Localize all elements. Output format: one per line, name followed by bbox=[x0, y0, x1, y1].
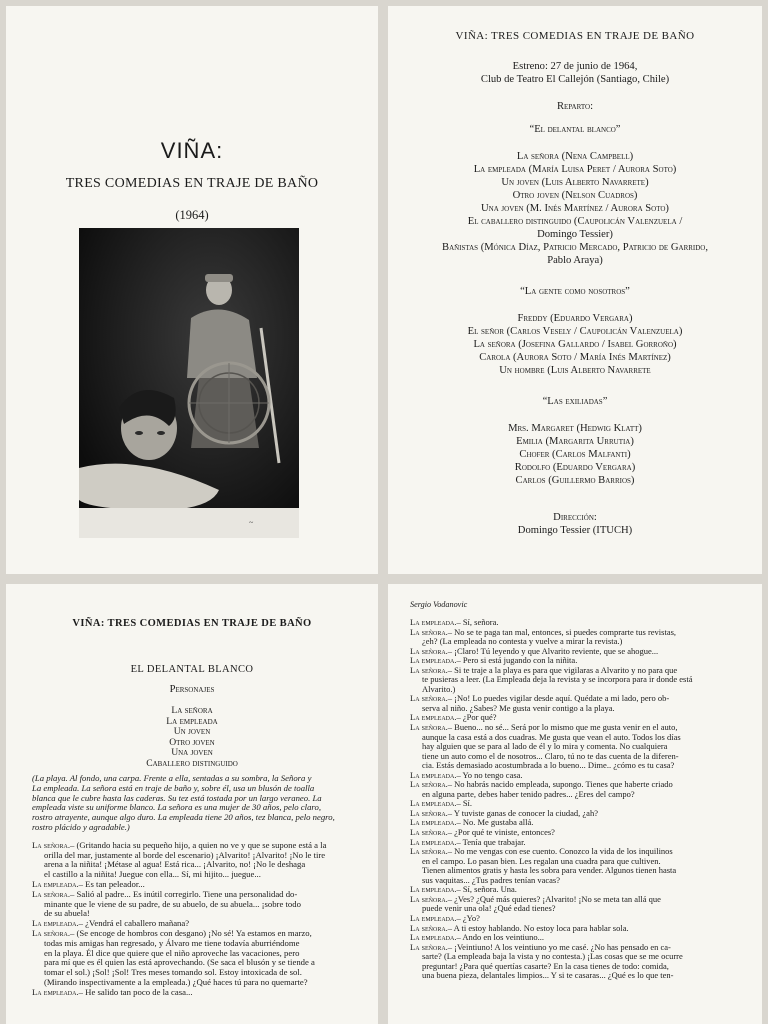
text-line: La empleada. La señora está en traje de baño y, sobre él, usa un blusón de toalla bbox=[32, 782, 315, 793]
cast-line: Pablo Araya) bbox=[547, 255, 603, 266]
speaker-label: La señora.– bbox=[410, 807, 453, 818]
premiere-line: Estreno: 27 de junio de 1964, bbox=[512, 61, 638, 72]
text-line: La empleada.– Tenía que trabajar. bbox=[410, 836, 526, 847]
text-line: todas mis amigas han regresado, y Álvaro me tiene todavía aburriéndome bbox=[44, 937, 300, 948]
text-line: La señora.– Si te traje a la playa es para que vigilaras a Alvarito y no para que bbox=[410, 664, 678, 675]
text-line: La empleada.– Pero si está jugando con la niñita. bbox=[410, 655, 578, 666]
text-line: puede venir una ola! ¿Qué edad tienes? bbox=[422, 903, 556, 914]
cast-line: La señora (Nena Campbell) bbox=[516, 151, 634, 162]
character: Una joven bbox=[171, 747, 213, 758]
speaker-label: La señora.– bbox=[410, 893, 453, 904]
dialogue bbox=[32, 841, 354, 998]
title-page bbox=[6, 6, 378, 574]
cast-line: Chofer (Carlos Malfanti) bbox=[519, 449, 631, 460]
speaker-label: La empleada.– bbox=[32, 986, 83, 997]
personajes-heading: Personajes bbox=[169, 684, 215, 695]
speaker-label: La señora.– bbox=[410, 722, 453, 733]
text-line: tomar el sol.) ¡Sol! ¡Sol! Tres meses tomando sol. Estoy intoxicada de sol. bbox=[44, 967, 302, 978]
text-line: La señora.– (Se encoge de hombros con desgano) ¡No sé! Ya estamos en marzo, bbox=[32, 927, 312, 938]
dialogue-page bbox=[388, 584, 762, 1024]
text-line: La señora.– No se te paga tan mal, entonces, si puedes comprarte tus revistas, bbox=[410, 626, 677, 637]
text-line: La señora.– (Gritando hacia su pequeño hijo, a quien no ve y que se supone está a la bbox=[32, 839, 327, 850]
text-line: (La playa. Al fondo, una carpa. Frente a ella, sentadas a su sombra, la Señora y bbox=[32, 773, 312, 783]
cast-line: Emilia (Margarita Urrutia) bbox=[516, 436, 634, 447]
text-line: arena a la niñita! ¡Métase al agua! Está rica... ¡Alvarito, no! ¡No le deshaga bbox=[44, 859, 306, 870]
text-line: La señora.– No habrás nacido empleada, supongo. Tienes que haberte criado bbox=[410, 779, 673, 790]
cast-line: Bañistas (Mónica Díaz, Patricio Mercado, Patricio de Garrido, bbox=[442, 242, 708, 253]
speaker-label: La empleada.– bbox=[410, 712, 461, 723]
cast-line: Carlos (Guillermo Barrios) bbox=[515, 475, 635, 486]
text-line: La señora.– ¡Claro! Tú leyendo y que Alvarito reviente, que se ahogue... bbox=[410, 645, 659, 656]
text-line: serva al niño. ¿Sabes? Me gusta venir contigo a la playa. bbox=[422, 702, 615, 713]
play3-title: “Las exiliadas” bbox=[542, 396, 608, 407]
text-line: para mí que es él quien las está aprovechando. (Se saca el blusón y se tiende a bbox=[44, 957, 315, 968]
speaker-label: La señora.– bbox=[410, 779, 453, 790]
speaker-label: La empleada.– bbox=[410, 932, 461, 943]
speaker-label: La empleada.– bbox=[410, 655, 461, 666]
stage-direction bbox=[32, 774, 354, 833]
direccion-name: Domingo Tessier (ITUCH) bbox=[517, 525, 633, 536]
character: Otro joven bbox=[169, 736, 215, 748]
text-line: minante que le viene de su padre, de su abuelo, de su abuela... ¡sobre todo bbox=[44, 898, 301, 909]
book-title: VIÑA: bbox=[160, 138, 224, 163]
reparto-heading: Reparto: bbox=[556, 101, 594, 112]
cast-line: El caballero distinguido (Caupolicán Valenzuela / bbox=[467, 216, 683, 227]
text-line: La empleada.– Sí. bbox=[410, 798, 473, 809]
text-line: Tienen alimentos gratis y hasta les sobra para vender. Algunos tienen hasta bbox=[422, 865, 677, 876]
text-line: te pusieras a leer. (La Empleada deja la revista y se incorpora para ir donde está bbox=[422, 674, 693, 685]
text-line: La empleada.– Ando en los veintiuno... bbox=[410, 932, 545, 943]
speaker-label: La señora.– bbox=[32, 927, 75, 938]
stage-photo bbox=[79, 228, 299, 538]
text-line: La empleada.– Sí, señora. Una. bbox=[410, 884, 517, 895]
text-line: hay alguien que se para al lado de él y lo mira y comenta. No cualquiera bbox=[422, 741, 668, 752]
text-line: La empleada.– ¿Yo? bbox=[410, 912, 480, 923]
author-header: Sergio Vodanovic bbox=[410, 600, 468, 609]
svg-text:~: ~ bbox=[249, 518, 254, 527]
running-header: VIÑA: TRES COMEDIAS EN TRAJE DE BAÑO bbox=[455, 30, 695, 42]
text-line: orilla del mar, justamente al borde del escenario) ¡Alvarito! ¡Alvarito! ¡No le tire bbox=[44, 849, 326, 860]
text-line: La señora.– Salió al padre... Es inútil corregirlo. Tiene una personalidad do- bbox=[32, 888, 298, 899]
text-line: La señora.– A ti estoy hablando. No estoy loca para hablar sola. bbox=[410, 922, 629, 933]
speaker-label: La empleada.– bbox=[410, 912, 461, 923]
text-line: cia. Estás demasiado acostumbrada a lo bueno... Dime.. ¿cómo es tu casa? bbox=[422, 760, 675, 771]
text-line: La señora.– ¿Por qué te viniste, entonces? bbox=[410, 827, 555, 838]
speaker-label: La señora.– bbox=[32, 839, 75, 850]
text-line: preguntar! ¿Para qué quertías casarte? En la casa tienes de todo: comida, bbox=[422, 960, 669, 971]
text-line: La empleada.– Yo no tengo casa. bbox=[410, 769, 523, 780]
play3-cast bbox=[398, 422, 752, 487]
text-line: ¿eh? (La empleada no contesta y vuelve a mirar la revista.) bbox=[422, 636, 623, 647]
text-line: el castillo a la niñita! Juegue con ella... Sí, mi hijito... juegue... bbox=[44, 869, 261, 880]
text-line: La empleada.– Es tan peleador... bbox=[32, 878, 145, 889]
cast-line: El señor (Carlos Vesely / Caupolicán Valenzuela) bbox=[467, 326, 683, 337]
text-line: La señora.– No me vengas con ese cuento. Conozco la vida de los inquilinos bbox=[410, 846, 673, 857]
cast-line: Carola (Aurora Soto / María Inés Martínez) bbox=[479, 352, 671, 363]
text-line: La empleada.– No. Me gustaba allá. bbox=[410, 817, 534, 828]
direccion-label: Dirección: bbox=[553, 512, 597, 523]
play-text bbox=[410, 618, 748, 981]
text-line: La señora.– ¿Ves? ¿Qué más quieres? ¡Alvarito! ¡No se meta tan allá que bbox=[410, 893, 661, 904]
running-header: VIÑA: TRES COMEDIAS EN TRAJE DE BAÑO bbox=[72, 618, 312, 629]
cast-page bbox=[388, 6, 762, 574]
text-line: aunque la casa está a dos cuadras. Me gusta que vean el auto. Todos los días bbox=[422, 731, 681, 742]
text-line: (Mirando inspectivamente a la empleada.) ¿Qué haces tú para no quemarte? bbox=[44, 976, 308, 987]
text-line: de su abuela! bbox=[44, 908, 90, 919]
character: Caballero distinguido bbox=[146, 757, 238, 769]
book-year: (1964) bbox=[175, 208, 209, 222]
character-list bbox=[6, 706, 378, 769]
play-text bbox=[32, 774, 354, 998]
speaker-label: La señora.– bbox=[32, 888, 75, 899]
text-line: La señora.– Bueno... no sé... Será por lo mismo que me gusta venir en el auto, bbox=[410, 722, 678, 733]
speaker-label: La empleada.– bbox=[410, 617, 461, 627]
speaker-label: La señora.– bbox=[410, 827, 453, 838]
text-line: La señora.– ¡No! Lo puedes vigilar desde aquí. Quédate a mi lado, pero ob- bbox=[410, 693, 670, 704]
text-line: La empleada.– He salido tan poco de la casa... bbox=[32, 986, 193, 997]
text-line: rostro plácido y agradable.) bbox=[32, 821, 130, 832]
cast-line: Domingo Tessier) bbox=[537, 229, 613, 240]
play-title: EL DELANTAL BLANCO bbox=[130, 664, 254, 675]
cast-line: La empleada (María Luisa Peret / Aurora Soto) bbox=[473, 164, 677, 175]
cast-line: Rodolfo (Eduardo Vergara) bbox=[514, 462, 636, 473]
speaker-label: La empleada.– bbox=[410, 836, 461, 847]
speaker-label: La señora.– bbox=[410, 693, 453, 704]
speaker-label: La señora.– bbox=[410, 626, 453, 637]
character: La empleada bbox=[166, 715, 218, 727]
text-line: empleada viste su uniforme blanco. La señora es una mujer de 30 años, pelo claro, bbox=[32, 802, 321, 813]
play2-cast bbox=[398, 312, 752, 377]
text-line: tiene un auto como el de nosotros... Claro, tú no te das cuenta de la diferen- bbox=[422, 750, 679, 761]
text-line: Alvarito.) bbox=[422, 683, 456, 694]
speaker-label: La empleada.– bbox=[410, 817, 461, 828]
play1-cast bbox=[398, 150, 752, 267]
speaker-label: La señora.– bbox=[410, 846, 453, 857]
cast-line: Mrs. Margaret (Hedwig Klatt) bbox=[508, 423, 642, 434]
speaker-label: La señora.– bbox=[410, 664, 453, 675]
speaker-label: La señora.– bbox=[410, 922, 453, 933]
play-opening-page bbox=[6, 584, 378, 1024]
cast-line: Un joven (Luis Alberto Navarrete) bbox=[501, 177, 649, 188]
character: La señora bbox=[171, 705, 213, 716]
text-line: sus vaquitas... ¿Tus padres tenían vacas? bbox=[422, 874, 561, 885]
text-line: La señora.– ¡Veintiuno! A los veintiuno yo me casé. ¿No has pensado en ca- bbox=[410, 941, 671, 952]
text-line: La empleada.– ¿Por qué? bbox=[410, 712, 497, 723]
text-line: en alguna parte, debes haber tenido padres... ¿Eres del campo? bbox=[422, 788, 635, 799]
speaker-label: La empleada.– bbox=[410, 798, 461, 809]
text-line: rostro atrayente, aunque algo duro. La empleada tiene 20 años, tez blanca, pelo negro, bbox=[32, 812, 335, 823]
speaker-label: La empleada.– bbox=[410, 769, 461, 780]
cast-line: Otro joven (Nelson Cuadros) bbox=[512, 190, 638, 201]
cast-line: La señora (Josefina Gallardo / Isabel Gorroño) bbox=[473, 339, 677, 350]
text-line: La empleada.– ¿Vendrá el caballero mañana? bbox=[32, 918, 190, 929]
text-line: La señora.– Y tuviste ganas de conocer la ciudad, ¿ah? bbox=[410, 807, 598, 818]
text-line: La empleada.– Sí, señora. bbox=[410, 617, 499, 627]
text-line: una buena pieza, delantales limpios... Y si te casaras... ¿Qué es lo que ten- bbox=[422, 970, 674, 981]
speaker-label: La empleada.– bbox=[32, 878, 83, 889]
play2-title: “La gente como nosotros” bbox=[520, 286, 630, 297]
speaker-label: La empleada.– bbox=[32, 918, 83, 929]
venue-line: Club de Teatro El Callejón (Santiago, Chile) bbox=[480, 74, 670, 85]
play1-title: “El delantal blanco” bbox=[529, 124, 621, 135]
speaker-label: La señora.– bbox=[410, 941, 453, 952]
cast-line: Una joven (M. Inés Martínez / Aurora Soto) bbox=[481, 203, 669, 214]
character: Un joven bbox=[173, 726, 211, 737]
text-line: en la playa. Él dice que quiere que el niño aproveche las vacaciones, pero bbox=[44, 947, 300, 958]
text-line: blanca que le cubre hasta las caderas. Su tez está tostada por un largo veraneo. La bbox=[32, 792, 322, 803]
book-subtitle: TRES COMEDIAS EN TRAJE DE BAÑO bbox=[65, 176, 319, 191]
speaker-label: La empleada.– bbox=[410, 884, 461, 895]
speaker-label: La señora.– bbox=[410, 645, 453, 656]
cast-line: Un hombre (Luis Alberto Navarrete bbox=[499, 365, 651, 376]
text-line: en el campo. Lo pasan bien. Les regalan una cuadra para que cultiven. bbox=[422, 855, 661, 866]
cast-line: Freddy (Eduardo Vergara) bbox=[517, 313, 633, 324]
text-line: sarte? (La empleada baja la vista y no contesta.) ¡Las cosas que se me ocurre bbox=[422, 951, 683, 962]
